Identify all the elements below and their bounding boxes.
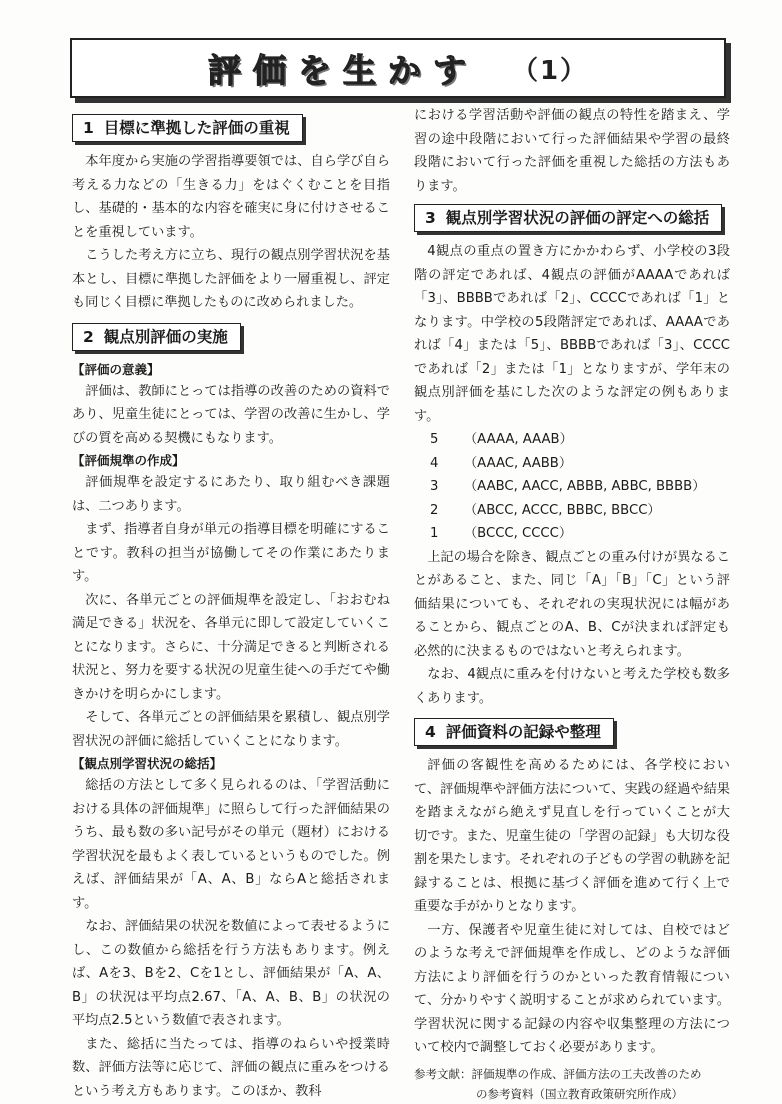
list-item: 3 （AABC, AACC, ABBB, ABBC, BBBB）: [430, 479, 706, 494]
paragraph: 4観点の重点の置き方にかかわらず、小学校の3段階の評定であれば、4観点の評価がAAAAであれば「3」、BBBBであれば「2」、CCCCであれば「1」となります。中学校の5段階評定であれば、AAAAであれば「4」または「5」、BBBBであれば「3」、CCCCであれば「2」または「1」となりますが、学年末の観点別評価を基にした次のような評定の例もあります。: [414, 244, 730, 424]
paragraph: 上記の場合を除き、観点ごとの重み付けが異なることがあること、また、同じ「A」「B」「C」という評価結果についても、それぞれの実現状況には幅があることから、観点ごとのA、B、Cが決まれば評定も必然的に決まるものではないと考えられます。: [414, 549, 730, 659]
paragraph: 評価規準を設定するにあたり、取り組むべき課題は、二つあります。: [72, 475, 390, 514]
list-item: 5 （AAAA, AAAB）: [430, 432, 573, 447]
paragraph: そして、各単元ごとの評価結果を累積し、観点別学習状況の評価に総括していくことになります。: [72, 710, 390, 749]
paragraph: なお、評価結果の状況を数値によって表せるようにし、この数値から総括を行う方法もあります。例えば、Aを3、Bを2、Cを1とし、評価結果が「A、A、B」の状況は平均点2.67、「A、A、B、B」の状況の平均点2.5という数値で表されます。: [72, 919, 390, 1028]
references: [414, 1064, 730, 1104]
paragraph: 総括の方法として多く見られるのは、「学習活動における具体の評価規準」に照らして行った評価結果のうち、最も数の多い記号がその単元（題材）における学習状況を最もよく表しているというものでした。例えば、評価結果が「A、A、B」ならAと総括されます。: [72, 778, 390, 911]
paragraph: 評価は、教師にとっては指導の改善のための資料であり、児童生徒にとっては、学習の改善に生かし、学びの質を高める契機にもなります。: [72, 383, 390, 446]
list-item: 1 （BCCC, CCCC）: [430, 526, 573, 541]
paragraph: なお、4観点に重みを付けないと考えた学校も数多くあります。: [414, 667, 730, 706]
list-item: 4 （AAAC, AABB）: [430, 455, 573, 471]
section-4-heading: 4 評価資料の記録や整理: [414, 718, 614, 746]
section-1-paragraph: 本年度から実施の学習指導要領では、自ら学び自ら考える力などの「生きる力」をはぐくむことを目指し、基礎的・基本的な内容を確実に身に付けさせることを重視しています。: [72, 154, 390, 240]
paragraph-continued: における学習活動や評価の観点の特性を踏まえ、学習の途中段階において行った評価結果や学習の最終段階において行った評価を重視した総括の方法もあります。: [414, 108, 730, 194]
section-1-paragraph: こうした考え方に立ち、現行の観点別学習状況を基本とし、目標に準拠した評価をより一層重視し、評定も同じく目標に準拠したものに改められました。: [72, 248, 390, 310]
subheading: 【評価規準の作成】: [72, 453, 185, 468]
right-column: [414, 104, 730, 1104]
section-1-heading: 1 目標に準拠した評価の重視: [72, 114, 303, 142]
section-2-heading: 2 観点別評価の実施: [72, 323, 241, 351]
section-3-heading: 3 観点別学習状況の評価の評定への総括: [414, 204, 722, 232]
paragraph: 次に、各単元ごとの評価規準を設定し、「おおむね満足できる」状況を、各単元に即して設定していくことになります。さらに、十分満足できると判断される状況と、努力を要する状況の児童生徒への手だてや働きかけを明らかにします。: [72, 592, 390, 702]
list-item: 2 （ABCC, ACCC, BBBC, BBCC）: [430, 502, 661, 518]
grade-list: [414, 428, 730, 546]
paragraph: 一方、保護者や児童生徒に対しては、自校ではどのような考えで評価規準を作成し、どのような評価方法により評価を行うのかといった教育情報について、分かりやすく説明することが求められています。学習状況に関する記録の内容や収集整理の方法について校内で調整しておく必要があります。: [414, 922, 730, 1055]
paragraph: まず、指導者自身が単元の指導目標を明確にすることです。教科の担当が協働してその作業にあたります。: [72, 522, 390, 584]
paragraph: また、総括に当たっては、指導のねらいや授業時数、評価方法等に応じて、評価の観点に重みをつけるという考え方もあります。このほか、教科: [72, 1036, 390, 1099]
page-title-box: [70, 38, 726, 98]
page-title: 評価を生かす: [207, 50, 478, 90]
reference-label: 参考文献：: [414, 1066, 472, 1081]
left-column: [72, 108, 390, 1103]
reference-text: の参考資料（国立教育政策研究所作成）: [476, 1086, 683, 1101]
paragraph: 評価の客観性を高めるためには、各学校において、評価規準や評価方法について、実践の経過や結果を踏まえながら絶えず見直しを行っていくことが大切です。また、児童生徒の「学習の記録」も大切な役割を果たします。それぞれの子どもの学習の軌跡を記録することは、根拠に基づく評価を進めて行く上で重要な手がかりとなります。: [414, 758, 730, 914]
page-title-number: （1）: [511, 55, 589, 86]
subheading: 【観点別学習状況の総括】: [72, 756, 223, 771]
reference-text: 評価規準の作成、評価方法の工夫改善のため: [471, 1066, 702, 1081]
subheading: 【評価の意義】: [72, 361, 160, 377]
